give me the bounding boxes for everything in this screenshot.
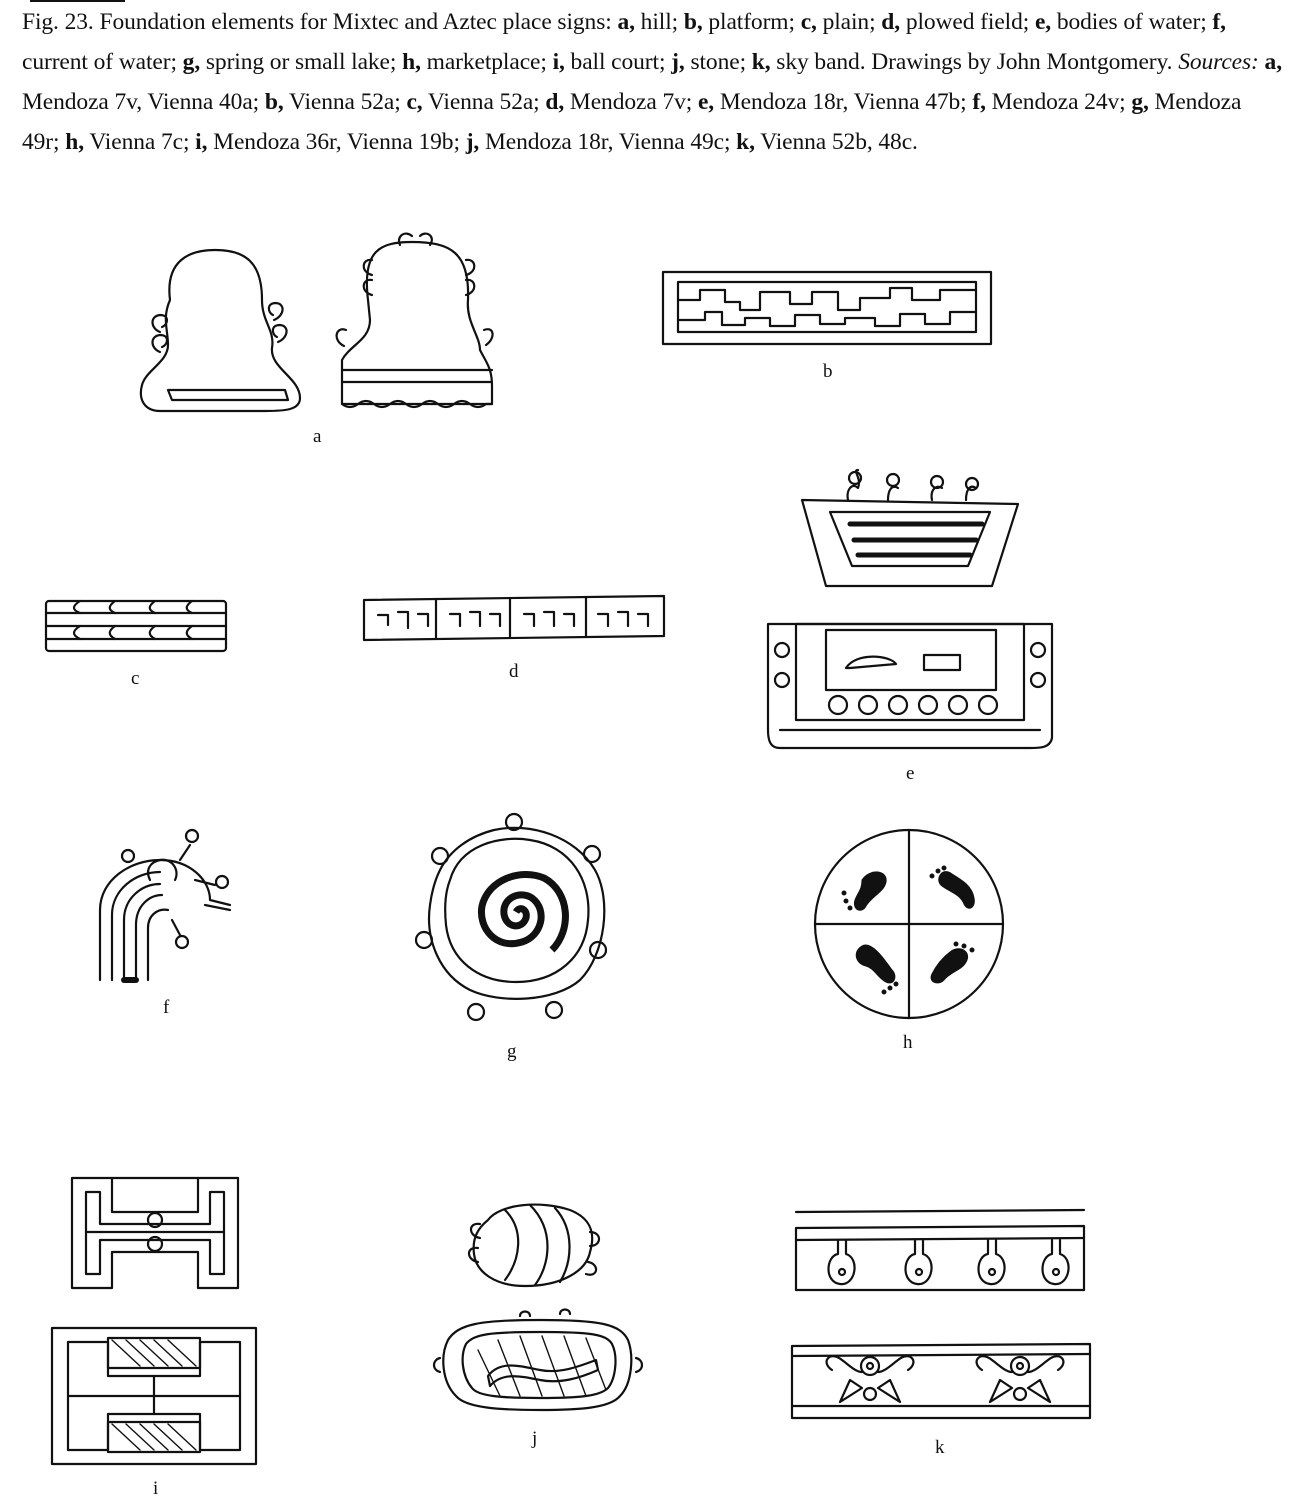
caption-source-text: Mendoza 36r, Vienna 19b; — [207, 129, 460, 155]
caption-item-text: plain; — [816, 9, 876, 35]
label-g: g — [507, 1041, 517, 1062]
label-h: h — [903, 1032, 913, 1053]
label-e: e — [906, 763, 915, 784]
caption-source-key: i, — [195, 129, 208, 155]
caption-source-text: Mendoza 18r, Vienna 47b; — [714, 89, 967, 115]
label-f: f — [163, 997, 170, 1018]
caption-item-text: platform; — [702, 9, 795, 35]
plain-drawing — [46, 601, 226, 651]
caption-item-text: marketplace; — [420, 49, 547, 75]
caption-item-key: h, — [402, 49, 421, 75]
label-i: i — [153, 1478, 159, 1499]
caption-source-key: e, — [697, 89, 715, 115]
caption-source-text: Mendoza 49r; — [22, 89, 1242, 155]
caption-item-key: a, — [617, 9, 635, 35]
sky-band-drawing-1 — [796, 1210, 1084, 1290]
caption-item-key: d, — [881, 9, 901, 35]
label-c: c — [131, 668, 140, 689]
caption-item-text: sky band. — [770, 49, 866, 75]
caption-item-key: c, — [800, 9, 817, 35]
caption-source-key: a, — [1264, 49, 1282, 75]
caption-source-text: Vienna 52a; — [283, 89, 401, 115]
caption-item-key: i, — [552, 49, 565, 75]
caption-item-key: j, — [671, 49, 685, 75]
caption-item-text: spring or small lake; — [200, 49, 397, 75]
ball-court-drawing-1 — [72, 1178, 238, 1288]
caption-source-text: Vienna 7c; — [84, 129, 190, 155]
caption-item-text: hill; — [634, 9, 679, 35]
caption-item-text: current of water; — [22, 49, 177, 75]
hill-drawing-1 — [141, 250, 300, 411]
caption-item-text: ball court; — [564, 49, 666, 75]
label-b: b — [823, 361, 833, 382]
caption-source-key: j, — [465, 129, 480, 155]
caption-source-text: Mendoza 7v, Vienna 40a; — [22, 89, 260, 115]
caption-source-key: f, — [972, 89, 986, 115]
caption-sources-label: Sources: — [1178, 49, 1259, 75]
caption-intro: Foundation elements for Mixtec and Aztec place signs: — [99, 9, 612, 35]
water-body-drawing-2 — [768, 624, 1052, 748]
caption-item-text: stone; — [684, 49, 746, 75]
caption-source-text: Mendoza 7v; — [564, 89, 693, 115]
caption-item-key: k, — [751, 49, 771, 75]
caption-item-key: e, — [1034, 9, 1052, 35]
stone-drawing-1 — [469, 1205, 599, 1286]
plowed-field-drawing — [364, 596, 664, 640]
ball-court-drawing-2 — [52, 1328, 256, 1464]
caption-source-text: Mendoza 18r, Vienna 49c; — [479, 129, 731, 155]
label-d: d — [509, 661, 519, 682]
platform-drawing — [663, 272, 991, 344]
current-of-water-drawing — [100, 830, 230, 980]
caption-source-text: Mendoza 24v; — [985, 89, 1126, 115]
caption-source-key: d, — [545, 89, 565, 115]
caption-item-key: f, — [1212, 9, 1226, 35]
caption-source-key: b, — [264, 89, 284, 115]
label-j: j — [532, 1428, 538, 1449]
caption-source-key: c, — [406, 89, 423, 115]
label-k: k — [935, 1437, 945, 1458]
caption-item-text: bodies of water; — [1051, 9, 1207, 35]
hill-drawing-2 — [337, 234, 493, 407]
spring-drawing — [416, 814, 606, 1020]
caption-item-key: g, — [182, 49, 201, 75]
caption-item-key: b, — [683, 9, 703, 35]
sky-band-drawing-2 — [792, 1344, 1090, 1418]
caption-source-text: Vienna 52a; — [422, 89, 540, 115]
caption-source-key: h, — [65, 129, 84, 155]
caption-source-text: Vienna 52b, 48c. — [754, 129, 918, 155]
caption-drawings-credit: Drawings by John Montgomery. — [871, 49, 1173, 75]
figure-number: Fig. 23. — [22, 9, 94, 35]
marketplace-drawing — [815, 830, 1003, 1018]
caption-source-key: k, — [736, 129, 755, 155]
caption-source-key: g, — [1131, 89, 1149, 115]
stone-drawing-2 — [434, 1310, 642, 1411]
water-body-drawing-1 — [802, 470, 1018, 586]
label-a: a — [313, 426, 322, 447]
caption-item-text: plowed field; — [900, 9, 1030, 35]
